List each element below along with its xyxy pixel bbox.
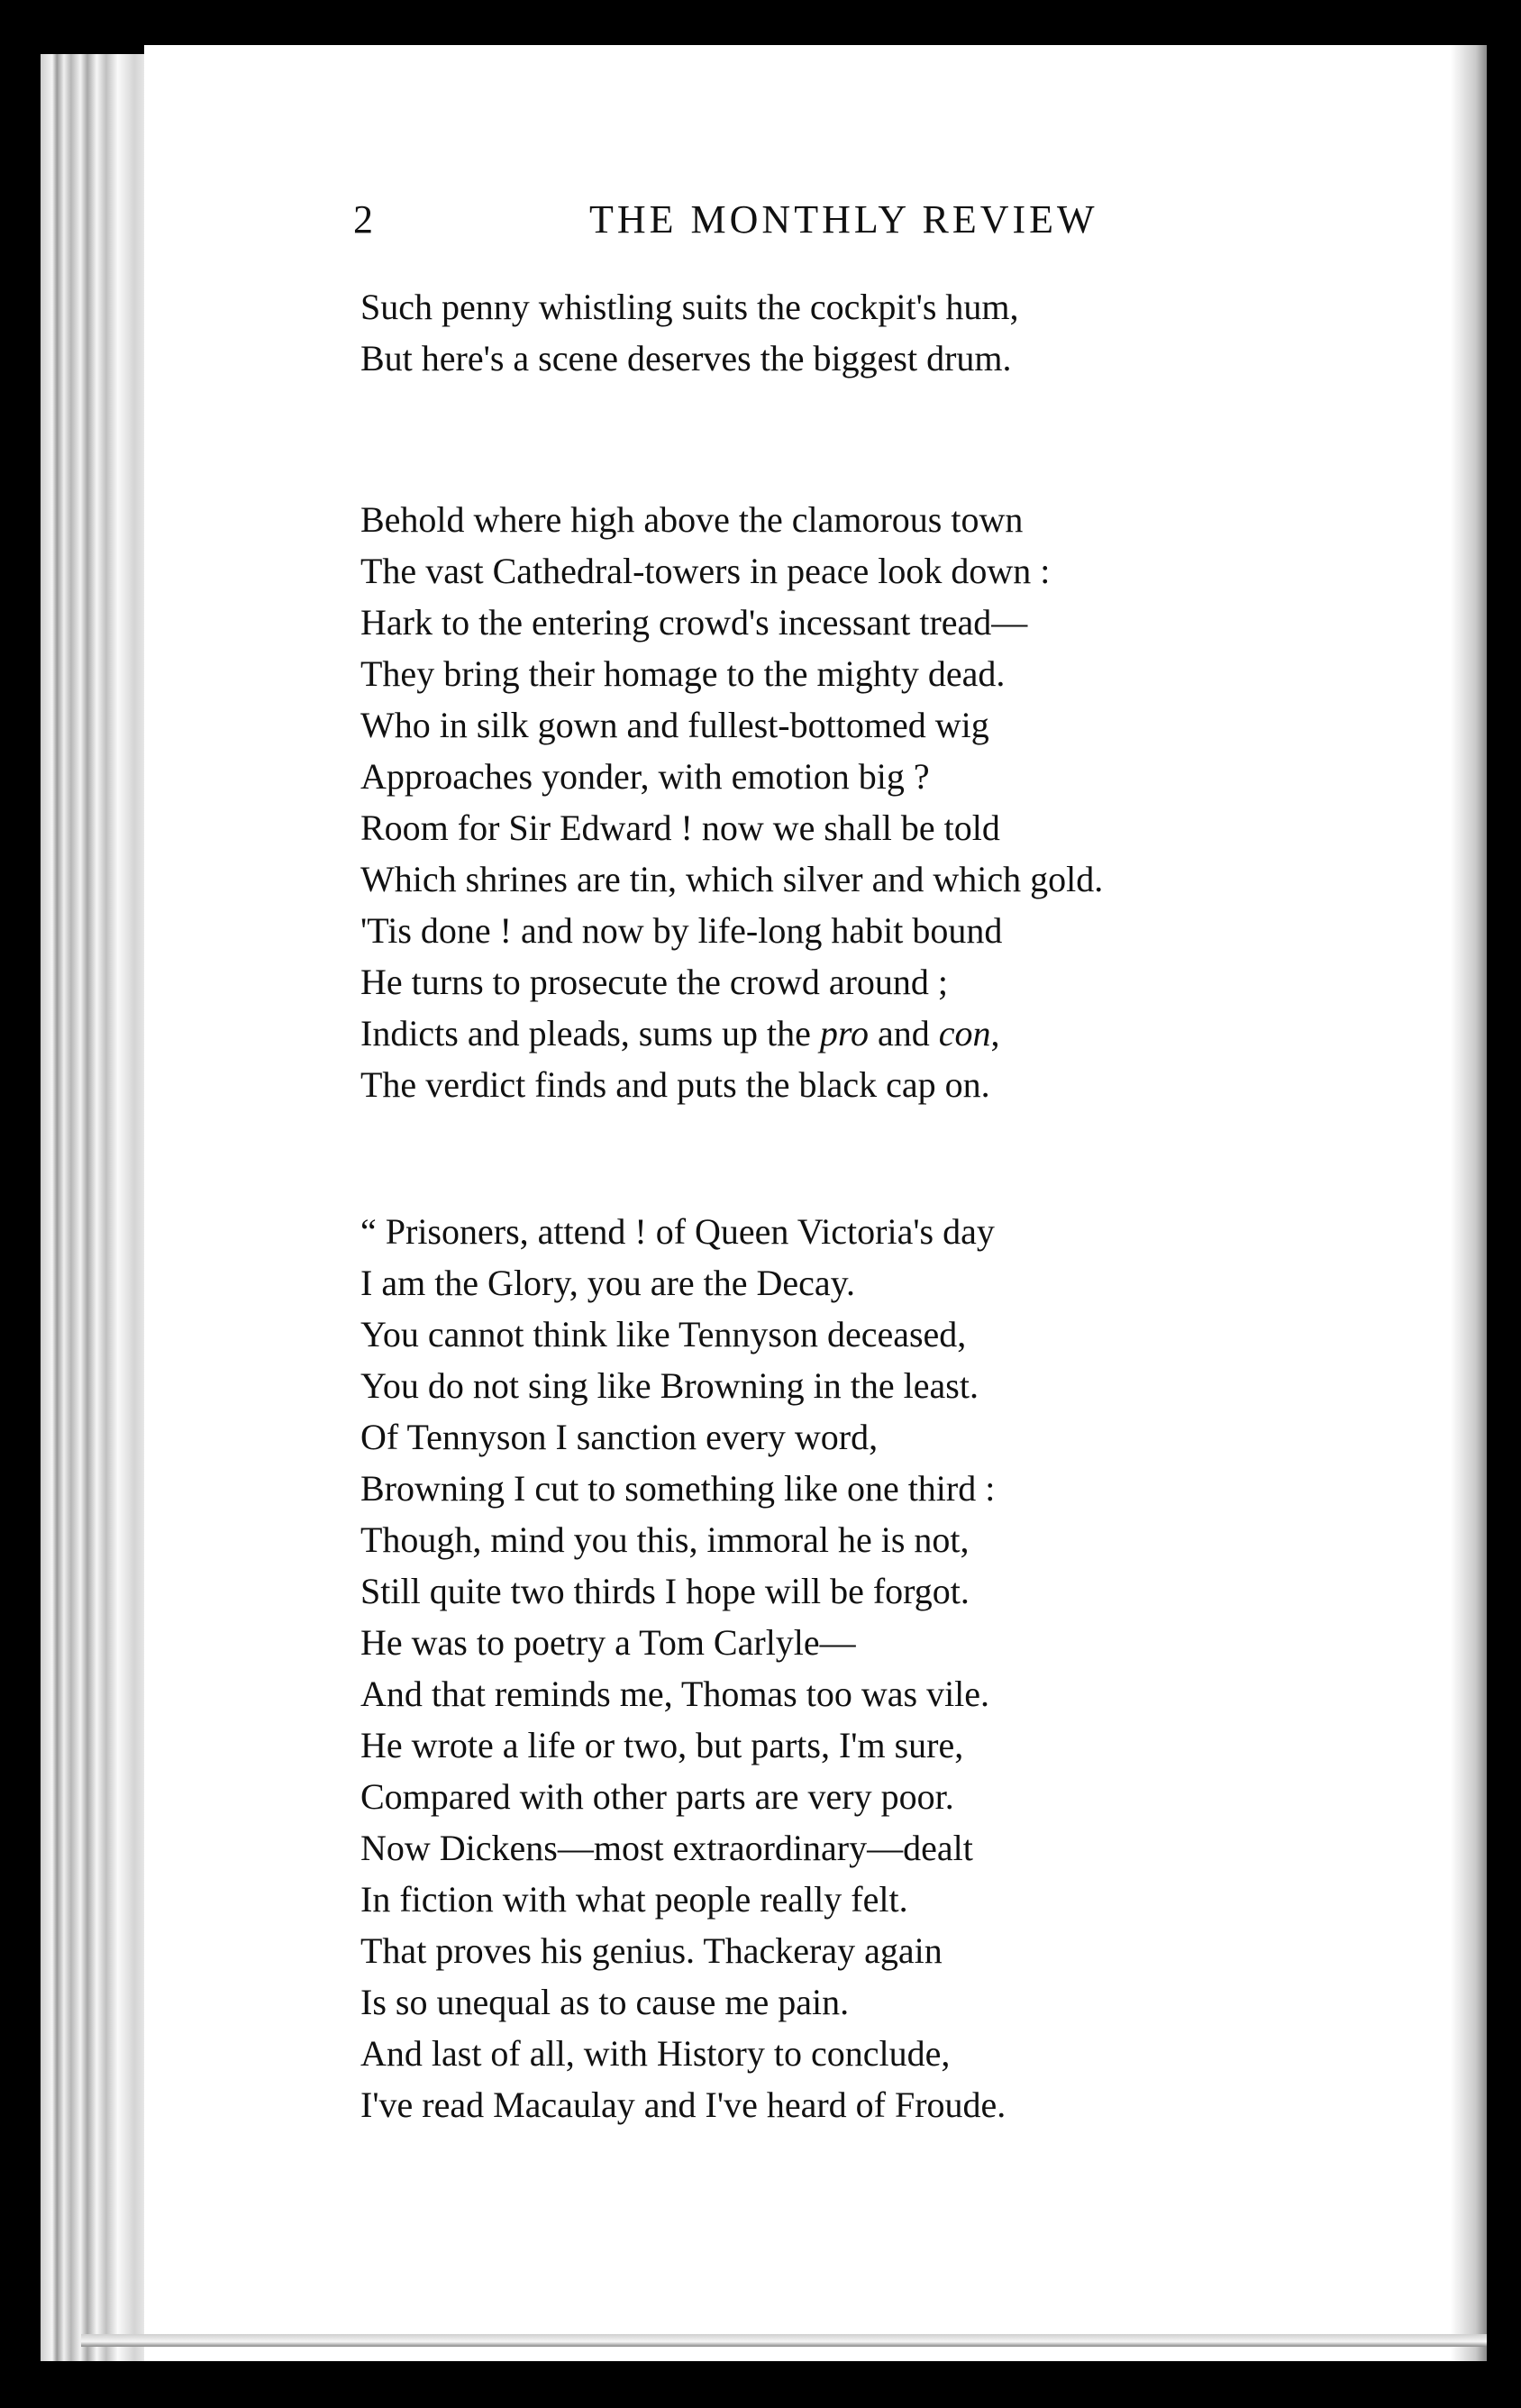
poem-line: Which shrines are tin, which silver and which gold. [360, 859, 1104, 899]
poem-line: Approaches yonder, with emotion big ? [360, 756, 930, 797]
poem-line: That proves his genius. Thackeray again [360, 1930, 943, 1971]
bottom-page-edge [81, 2334, 1487, 2347]
page-number: 2 [353, 197, 376, 242]
poem-line: 'Tis done ! and now by life-long habit bound [360, 910, 1003, 951]
poem-line: “ Prisoners, attend ! of Queen Victoria's day [360, 1211, 995, 1252]
italic-word: con [938, 1013, 991, 1054]
poem-line: The vast Cathedral-towers in peace look down : [360, 551, 1051, 591]
poem-line-with-italics [360, 1008, 1103, 1059]
poem-line: Hark to the entering crowd's incessant tread— [360, 602, 1028, 643]
poem-line: Now Dickens—most extraordinary—dealt [360, 1828, 973, 1868]
poem-line: Of Tennyson I sanction every word, [360, 1417, 879, 1457]
poem-line: I've read Macaulay and I've heard of Froude. [360, 2084, 1006, 2125]
poem-line: Room for Sir Edward ! now we shall be told [360, 807, 1000, 848]
page-edges [41, 54, 158, 2361]
poem-line: Such penny whistling suits the cockpit's hum, [360, 287, 1019, 327]
poem-line: Browning I cut to something like one third : [360, 1468, 996, 1509]
poem-line: In fiction with what people really felt. [360, 1879, 908, 1920]
poem-line: They bring their homage to the mighty dead. [360, 653, 1006, 694]
journal-title: THE MONTHLY REVIEW [589, 197, 1098, 242]
line-text: and [869, 1013, 939, 1054]
stanza-1 [360, 281, 1019, 384]
poem-line: And last of all, with History to conclude, [360, 2033, 951, 2074]
poem-line: And that reminds me, Thomas too was vile. [360, 1674, 990, 1714]
poem-line: Compared with other parts are very poor. [360, 1776, 954, 1817]
stanza-3 [360, 1206, 1006, 2130]
poem-line: Behold where high above the clamorous town [360, 499, 1024, 540]
line-text: Indicts and pleads, sums up the [360, 1013, 820, 1054]
poem-line: He was to poetry a Tom Carlyle— [360, 1622, 856, 1663]
poem-line: Is so unequal as to cause me pain. [360, 1982, 850, 2022]
italic-word: pro [819, 1013, 870, 1054]
poem-line: You cannot think like Tennyson deceased, [360, 1314, 967, 1354]
poem-line: The verdict finds and puts the black cap on. [360, 1064, 990, 1105]
poem-line: He wrote a life or two, but parts, I'm sure, [360, 1725, 964, 1765]
poem-line: Who in silk gown and fullest-bottomed wig [360, 705, 989, 745]
poem-line: Though, mind you this, immoral he is not, [360, 1519, 970, 1560]
poem-line: But here's a scene deserves the biggest drum. [360, 338, 1012, 379]
poem-line: Still quite two thirds I hope will be forgot. [360, 1571, 970, 1611]
poem-line: He turns to prosecute the crowd around ; [360, 962, 949, 1002]
line-text: , [990, 1013, 1000, 1054]
poem-line: I am the Glory, you are the Decay. [360, 1263, 856, 1303]
stanza-2 [360, 494, 1103, 1110]
poem-line: You do not sing like Browning in the least. [360, 1365, 979, 1406]
